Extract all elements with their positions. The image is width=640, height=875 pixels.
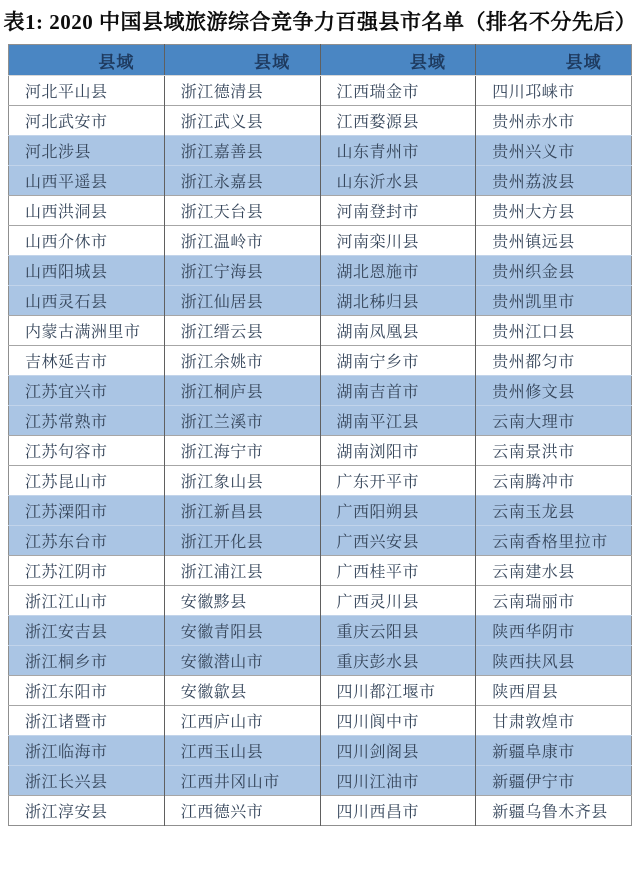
county-cell: 浙江天台县: [164, 196, 320, 226]
county-cell: 湖南吉首市: [320, 376, 476, 406]
county-cell: 湖北秭归县: [320, 286, 476, 316]
table-row: [9, 616, 632, 646]
column-header-2: 县域: [164, 45, 320, 76]
county-cell: 贵州修文县: [476, 376, 632, 406]
county-cell: 江苏昆山市: [9, 466, 165, 496]
column-header-3: 县域: [320, 45, 476, 76]
county-cell: 四川江油市: [320, 766, 476, 796]
county-cell: 湖南宁乡市: [320, 346, 476, 376]
column-header-4: 县域: [476, 45, 632, 76]
table-row: [9, 796, 632, 826]
county-cell: 贵州江口县: [476, 316, 632, 346]
county-cell: 江西玉山县: [164, 736, 320, 766]
county-cell: 江苏宜兴市: [9, 376, 165, 406]
county-cell: 贵州都匀市: [476, 346, 632, 376]
county-cell: 河北涉县: [9, 136, 165, 166]
county-cell: 新疆伊宁市: [476, 766, 632, 796]
county-cell: 山东沂水县: [320, 166, 476, 196]
county-cell: 浙江象山县: [164, 466, 320, 496]
county-cell: 浙江临海市: [9, 736, 165, 766]
county-cell: 浙江宁海县: [164, 256, 320, 286]
county-cell: 浙江长兴县: [9, 766, 165, 796]
table-row: [9, 676, 632, 706]
table-row: [9, 436, 632, 466]
county-cell: 广西兴安县: [320, 526, 476, 556]
county-cell: 江西德兴市: [164, 796, 320, 826]
county-cell: 重庆彭水县: [320, 646, 476, 676]
table-body: [9, 76, 632, 826]
county-cell: 江苏江阴市: [9, 556, 165, 586]
county-cell: 广东开平市: [320, 466, 476, 496]
county-cell: 河南登封市: [320, 196, 476, 226]
county-cell: 湖南凤凰县: [320, 316, 476, 346]
table-row: [9, 136, 632, 166]
county-cell: 浙江德清县: [164, 76, 320, 106]
county-cell: 浙江淳安县: [9, 796, 165, 826]
county-cell: 浙江永嘉县: [164, 166, 320, 196]
county-cell: 陕西扶风县: [476, 646, 632, 676]
county-cell: 云南景洪市: [476, 436, 632, 466]
county-cell: 广西灵川县: [320, 586, 476, 616]
county-cell: 广西桂平市: [320, 556, 476, 586]
county-cell: 新疆乌鲁木齐县: [476, 796, 632, 826]
county-cell: 新疆阜康市: [476, 736, 632, 766]
county-cell: 重庆云阳县: [320, 616, 476, 646]
county-cell: 陕西华阴市: [476, 616, 632, 646]
county-cell: 浙江兰溪市: [164, 406, 320, 436]
county-cell: 山西平遥县: [9, 166, 165, 196]
county-cell: 江西婺源县: [320, 106, 476, 136]
county-cell: 浙江余姚市: [164, 346, 320, 376]
table-row: [9, 466, 632, 496]
county-cell: 四川阆中市: [320, 706, 476, 736]
table-row: [9, 646, 632, 676]
table-row: [9, 346, 632, 376]
county-cell: 贵州织金县: [476, 256, 632, 286]
county-cell: 广西阳朔县: [320, 496, 476, 526]
table-row: [9, 256, 632, 286]
county-cell: 云南玉龙县: [476, 496, 632, 526]
county-cell: 浙江安吉县: [9, 616, 165, 646]
table-row: [9, 556, 632, 586]
table-header: [9, 45, 632, 76]
county-cell: 河北武安市: [9, 106, 165, 136]
county-cell: 湖南浏阳市: [320, 436, 476, 466]
county-cell: 浙江缙云县: [164, 316, 320, 346]
county-cell: 贵州赤水市: [476, 106, 632, 136]
table-row: [9, 406, 632, 436]
county-cell: 浙江桐庐县: [164, 376, 320, 406]
county-cell: 甘肃敦煌市: [476, 706, 632, 736]
table-row: [9, 736, 632, 766]
county-cell: 江西庐山市: [164, 706, 320, 736]
county-cell: 云南香格里拉市: [476, 526, 632, 556]
county-cell: 贵州兴义市: [476, 136, 632, 166]
county-cell: 贵州荔波县: [476, 166, 632, 196]
county-cell: 浙江海宁市: [164, 436, 320, 466]
county-cell: 陕西眉县: [476, 676, 632, 706]
county-cell: 浙江仙居县: [164, 286, 320, 316]
county-cell: 内蒙古满洲里市: [9, 316, 165, 346]
table-row: [9, 76, 632, 106]
county-cell: 云南瑞丽市: [476, 586, 632, 616]
county-cell: 贵州大方县: [476, 196, 632, 226]
table-row: [9, 706, 632, 736]
table-row: [9, 166, 632, 196]
county-cell: 河北平山县: [9, 76, 165, 106]
county-cell: 浙江武义县: [164, 106, 320, 136]
county-cell: 浙江江山市: [9, 586, 165, 616]
county-cell: 吉林延吉市: [9, 346, 165, 376]
table-row: [9, 106, 632, 136]
county-cell: 江苏溧阳市: [9, 496, 165, 526]
county-cell: 安徽青阳县: [164, 616, 320, 646]
county-cell: 浙江嘉善县: [164, 136, 320, 166]
table-row: [9, 226, 632, 256]
county-cell: 江苏常熟市: [9, 406, 165, 436]
county-cell: 山西洪洞县: [9, 196, 165, 226]
county-cell: 江西瑞金市: [320, 76, 476, 106]
county-cell: 浙江新昌县: [164, 496, 320, 526]
county-cell: 云南大理市: [476, 406, 632, 436]
table-row: [9, 196, 632, 226]
table-row: [9, 766, 632, 796]
table-row: [9, 586, 632, 616]
county-cell: 山西阳城县: [9, 256, 165, 286]
county-cell: 贵州凯里市: [476, 286, 632, 316]
county-cell: 浙江桐乡市: [9, 646, 165, 676]
table-row: [9, 286, 632, 316]
county-cell: 河南栾川县: [320, 226, 476, 256]
county-cell: 安徽潜山市: [164, 646, 320, 676]
county-cell: 云南腾冲市: [476, 466, 632, 496]
table-row: [9, 526, 632, 556]
page-title: 表1: 2020 中国县域旅游综合竞争力百强县市名单（排名不分先后）: [3, 10, 637, 34]
county-cell: 江苏句容市: [9, 436, 165, 466]
county-cell: 山东青州市: [320, 136, 476, 166]
header-row: [9, 45, 632, 76]
county-cell: 浙江诸暨市: [9, 706, 165, 736]
county-cell: 浙江东阳市: [9, 676, 165, 706]
county-cell: 云南建水县: [476, 556, 632, 586]
county-cell: 江西井冈山市: [164, 766, 320, 796]
column-header-1: 县域: [9, 45, 165, 76]
county-cell: 安徽歙县: [164, 676, 320, 706]
county-cell: 四川都江堰市: [320, 676, 476, 706]
county-cell: 山西介休市: [9, 226, 165, 256]
county-cell: 浙江温岭市: [164, 226, 320, 256]
county-cell: 浙江开化县: [164, 526, 320, 556]
county-cell: 四川剑阁县: [320, 736, 476, 766]
county-cell: 安徽黟县: [164, 586, 320, 616]
table-row: [9, 496, 632, 526]
county-cell: 湖北恩施市: [320, 256, 476, 286]
table-row: [9, 376, 632, 406]
county-table: [8, 44, 632, 826]
county-cell: 四川邛崃市: [476, 76, 632, 106]
county-cell: 湖南平江县: [320, 406, 476, 436]
county-cell: 四川西昌市: [320, 796, 476, 826]
table-row: [9, 316, 632, 346]
county-cell: 江苏东台市: [9, 526, 165, 556]
county-cell: 贵州镇远县: [476, 226, 632, 256]
county-cell: 山西灵石县: [9, 286, 165, 316]
county-cell: 浙江浦江县: [164, 556, 320, 586]
